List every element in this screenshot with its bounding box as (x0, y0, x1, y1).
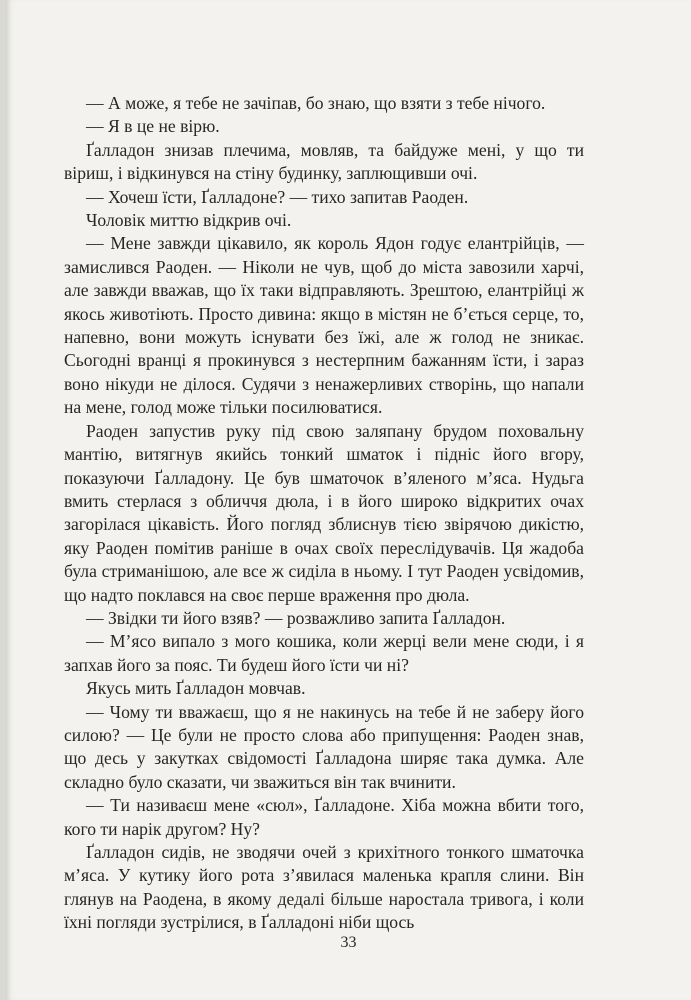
page-number: 33 (340, 934, 357, 951)
paragraph-4: — Хочеш їсти, Ґалладоне? — тихо запитав Раоден. (86, 186, 469, 207)
paragraph-13: Ґалладон сидів, не зводячи очей з крихітного тонкого шматочка м’яса. У кутику його рота з’явилася маленька крапля слини. Він глянув на Раодена, в якому дедалі більше наростала тривога, і коли їхні погляди зустрілися, в Ґалладоні ніби щось (64, 842, 584, 933)
paragraph-1: — А може, я тебе не зачіпав, бо знаю, що взяти з тебе нічого. (86, 93, 546, 113)
paragraph-11: — Чому ти вважаєш, що я не накинусь на тебе й не заберу його силою? — Це були не просто слова або припущення: Раоден знав, що десь у закутках свідомості Ґалладона ширяє така думка. Але складно було сказати, чи зважиться він так вчинити. (64, 701, 584, 792)
paragraph-5: Чоловік миттю відкрив очі. (86, 210, 292, 231)
paragraph-2: — Я в це не вірю. (86, 116, 220, 137)
paragraph-3: Ґалладон знизав плечима, мовляв, та байдуже мені, у що ти віриш, і відкинувся на стіну будинку, заплющивши очі. (64, 139, 584, 184)
paragraph-7: Раоден запустив руку під свою заляпану брудом поховальну мантію, витягнув якийсь тонкий шматок і підніс його вгору, показуючи Ґалладону. Це був шматочок в’яленого м’яса. Нудьга вмить стерлася з обличчя дюла, і в його широко відкритих очах загорілася цікавість. Його погляд зблиснув тією звірячою дикістю, яку Раоден помітив раніше в очах своїх переслідувачів. Ця жадоба була стриманішою, але все ж сиділа в ньому. І тут Раоден усвідомив, що надто поклався на своє перше враження про дюла. (64, 420, 584, 605)
paragraph-8: — Звідки ти його взяв? — розважливо запита Ґалладон. (86, 607, 506, 628)
paragraph-10: Якусь мить Ґалладон мовчав. (86, 678, 306, 699)
book-page (6, 0, 691, 1000)
body-text (64, 92, 584, 935)
paragraph-9: — М’ясо випало з мого кошика, коли жерці вели мене сюди, і я запхав його за пояс. Ти будеш його їсти чи ні? (64, 631, 584, 675)
paragraph-12: — Ти називаєш мене «сюл», Ґалладоне. Хіба можна вбити того, кого ти нарік другом? Ну? (64, 795, 584, 839)
paragraph-6: — Мене завжди цікавило, як король Ядон годує елантрійців, — замислився Раоден. — Ніколи не чув, щоб до міста завозили харчі, але завжди вважав, що їх таки відправляють. Зрештою, елантрійці ж якось животіють. Просто дивина: якщо в містян не б’ється серце, то, напевно, вони можуть існувати без їжі, але ж голод не зникає. Сьогодні вранці я прокинувся з нестерпним бажанням їсти, і зараз воно нікуди не ділося. Судячи з ненажерливих створінь, що напали на мене, голод може тільки посилюватися. (64, 233, 584, 418)
